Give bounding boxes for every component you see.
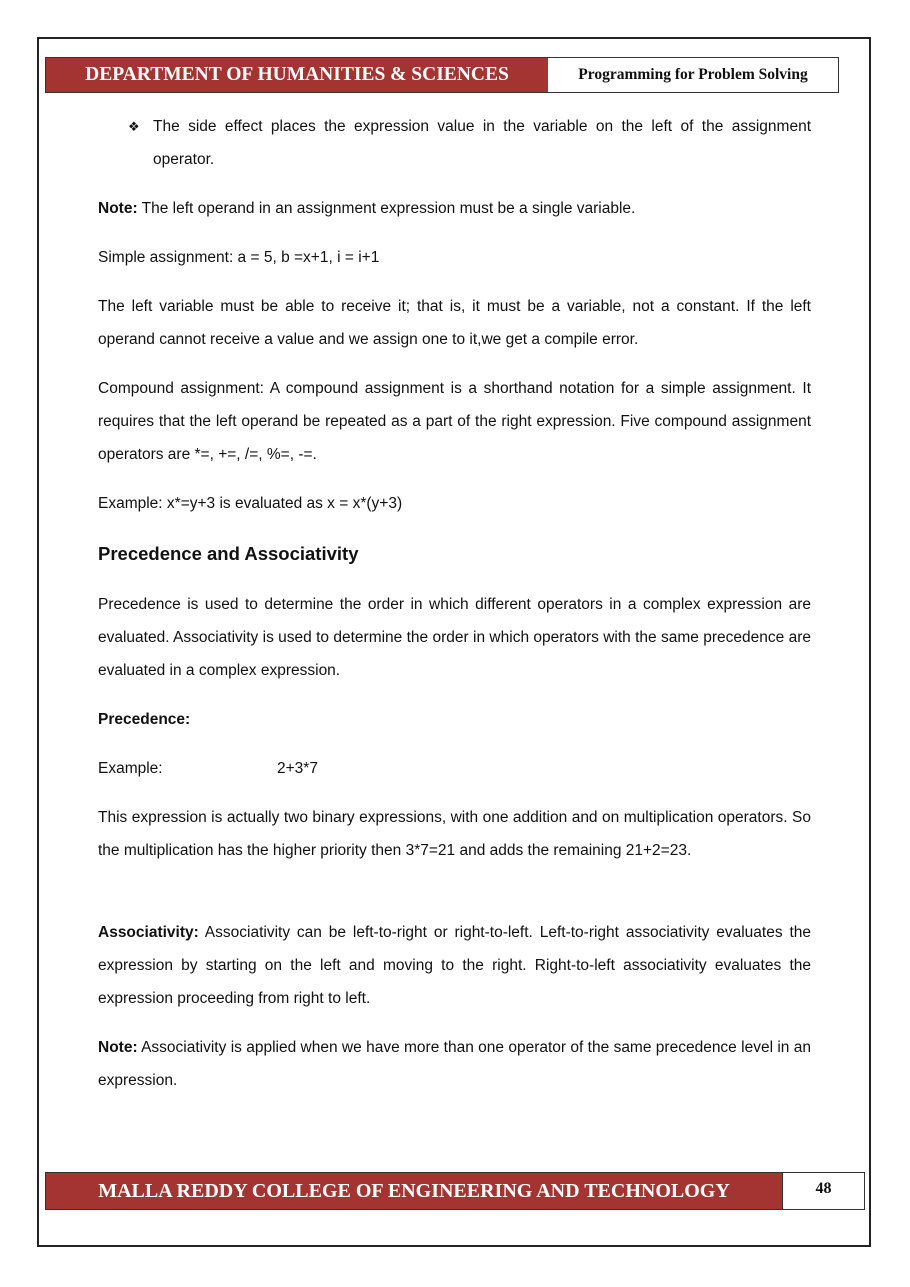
bullet-item xyxy=(98,110,811,176)
note-label: Note: xyxy=(98,200,138,217)
page-number: 48 xyxy=(782,1173,864,1209)
page-content xyxy=(98,110,811,1113)
note-paragraph xyxy=(98,192,811,225)
page-footer xyxy=(45,1172,865,1210)
associativity-text: Associativity can be left-to-right or right-to-left. Left-to-right associativity evaluates the expression by starting on the left and moving to the right. Right-to-left associativity evaluates the expression proceeding from right to left. xyxy=(98,924,811,1007)
precedence-example xyxy=(98,752,811,785)
note-paragraph-2 xyxy=(98,1031,811,1097)
precedence-intro-paragraph: Precedence is used to determine the order in which different operators in a complex expression are evaluated. Associativity is used to determine the order in which operators with the same precedence are evaluated in a complex expression. xyxy=(98,596,811,679)
compound-assignment-paragraph: Compound assignment: A compound assignment is a shorthand notation for a simple assignment. It requires that the left operand be repeated as a part of the right expression. Five compound assignment operators are *=, +=, /=, %=, -=. xyxy=(98,380,811,463)
note-text: The left operand in an assignment expression must be a single variable. xyxy=(137,200,636,217)
left-variable-paragraph: The left variable must be able to receive it; that is, it must be a variable, not a constant. If the left operand cannot receive a value and we assign one to it,we get a compile error. xyxy=(98,298,811,348)
college-name: MALLA REDDY COLLEGE OF ENGINEERING AND TECHNOLOGY xyxy=(46,1173,782,1209)
precedence-explanation-paragraph: This expression is actually two binary expressions, with one addition and on multiplication operators. So the multiplication has the higher priority then 3*7=21 and adds the remaining 21+2=23. xyxy=(98,809,811,859)
page-header xyxy=(45,57,839,93)
spacer xyxy=(98,883,811,916)
example-value: 2+3*7 xyxy=(277,760,318,777)
bullet-text: The side effect places the expression value in the variable on the left of the assignment operator. xyxy=(153,118,811,168)
note-label-2: Note: xyxy=(98,1039,138,1056)
section-heading: Precedence and Associativity xyxy=(98,543,359,564)
precedence-label: Precedence: xyxy=(98,711,191,728)
associativity-paragraph xyxy=(98,916,811,1015)
course-title: Programming for Problem Solving xyxy=(578,66,808,83)
note-text-2: Associativity is applied when we have more than one operator of the same precedence level in an expression. xyxy=(98,1039,811,1089)
diamond-bullet-icon: ❖ xyxy=(128,119,140,134)
department-title: DEPARTMENT OF HUMANITIES & SCIENCES xyxy=(46,58,548,92)
example-label: Example: xyxy=(98,760,163,777)
compound-example-paragraph: Example: x*=y+3 is evaluated as x = x*(y+3) xyxy=(98,495,403,512)
associativity-label: Associativity: xyxy=(98,924,199,941)
simple-assignment-paragraph: Simple assignment: a = 5, b =x+1, i = i+1 xyxy=(98,249,380,266)
